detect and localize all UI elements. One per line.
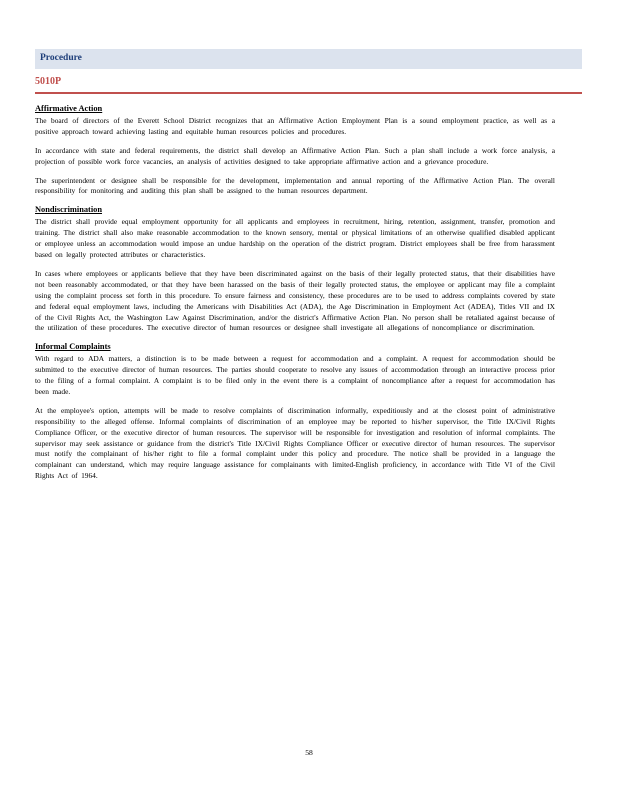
paragraph: The superintendent or designee shall be responsible for the development, implementation and annual reporting of the Affirmative Action Plan. The overall responsibility for monitoring and auditing this plan shall be assigned to the human resources department. bbox=[35, 175, 555, 196]
section-nondiscrimination bbox=[35, 205, 555, 334]
policy-code: 5010P bbox=[35, 76, 62, 87]
page-number: 58 bbox=[305, 748, 313, 757]
section-heading: Nondiscrimination bbox=[35, 205, 103, 215]
section-heading: Affirmative Action bbox=[35, 104, 103, 113]
header-divider bbox=[35, 92, 582, 94]
paragraph: At the employee's option, attempts will be made to resolve complaints of discrimination informally, expeditiously and at the closest point of administrative responsibility to the alleged offense. Informal complaints of discrimination of an employee may be reported to his/her supervisor, the Title IX/Civil Rights Compliance Officer, or the executive director of human resources. The supervisor will be responsible for investigation and resolution of informal complaints. The supervisor may seek assistance or guidance from the district's Title IX/Civil Rights Compliance Officer or executive director of human resources. The supervisor must notify the complainant of his/her right to file a formal complaint under this policy and procedure. The notice shall be provided in a language the complainant can understand, which may require language assistance for complainants with limited-English proficiency, in accordance with Title VI of the Civil Rights Act of 1964. bbox=[35, 405, 555, 481]
paragraph: In accordance with state and federal requirements, the district shall develop an Affirmative Action Plan. Such a plan shall include a work force analysis, a projection of possible work force vacancies, an analysis of activities designed to take appropriate affirmative action and a grievance procedure. bbox=[35, 145, 555, 166]
paragraph: In cases where employees or applicants believe that they have been discriminated against on the basis of their legally protected status, that their disabilities have not been reasonably accommodated, or that they have been harassed on the basis of their legally protected status, the employee or applicant may file a complaint using the complaint process set forth in this procedure. To ensure fairness and consistency, these procedures are to be used to address complaints covered by state and federal equal employment laws, including the Americans with Disabilities Act (ADA), the Age Discrimination in Employment Act (ADEA), Titles VII and IX of the Civil Rights Act, the Washington Law Against Discrimination, and/or the district's Affirmative Action Plan. No person shall be retaliated against because of the utilization of these procedures. The executive director of human resources or designee shall investigate all allegations of noncompliance or discrimination. bbox=[35, 268, 555, 333]
paragraph: With regard to ADA matters, a distinction is to be made between a request for accommodation and a complaint. A request for accommodation should be submitted to the executive director of human resources. The parties should cooperate to resolve any issues of accommodation through an interactive process prior to the filing of a formal complaint. A complaint is to be filed only in the event there is a complaint of noncompliance after a request for accommodation has been made. bbox=[35, 354, 555, 396]
section-heading: Informal Complaints bbox=[35, 342, 111, 352]
procedure-header-bar bbox=[35, 49, 582, 69]
procedure-label: Procedure bbox=[40, 53, 82, 63]
document-body bbox=[35, 104, 555, 490]
paragraph: The board of directors of the Everett School District recognizes that an Affirmative Action Employment Plan is a sound employment practice, as well as a positive approach toward achieving lasting and equitable human resources policies and procedures. bbox=[35, 115, 555, 136]
paragraph: The district shall provide equal employment opportunity for all applicants and employees in recruitment, hiring, retention, assignment, transfer, promotion and training. The district shall also make reasonable accommodation to the known sensory, mental or physical limitations of an otherwise qualified disabled applicant or employee unless an accommodation would impose an undue hardship on the operation of the district program. District employees shall be free from harassment based on legally protected attributes or characteristics. bbox=[35, 217, 555, 259]
section-affirmative-action bbox=[35, 104, 555, 197]
section-informal-complaints bbox=[35, 342, 555, 482]
